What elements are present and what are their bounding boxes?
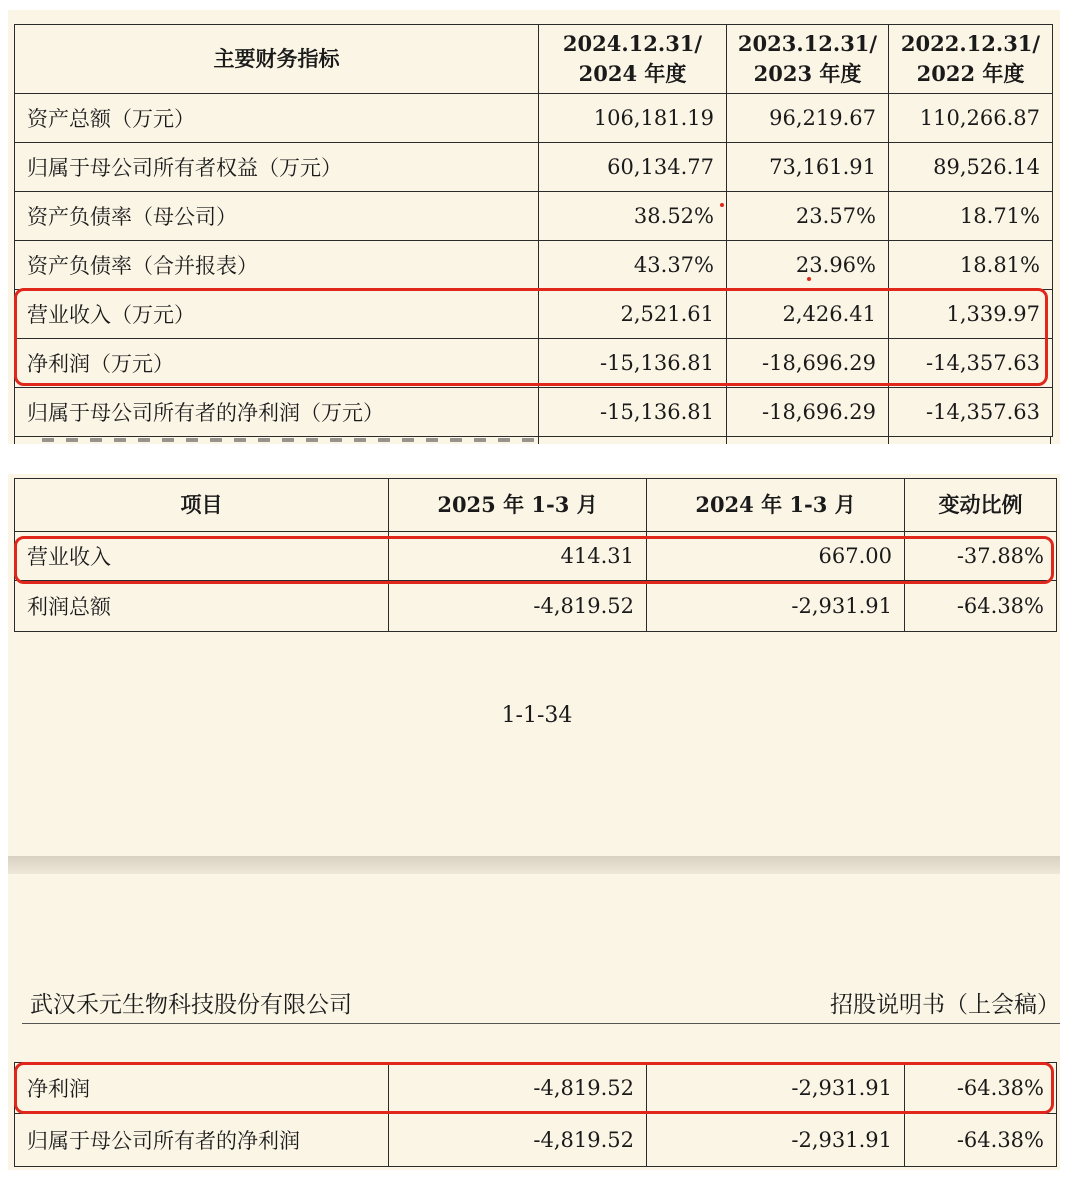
cell-value: 43.37%: [539, 241, 727, 290]
page-break-divider: [8, 856, 1060, 874]
col-header-2024q1: 2024 年 1-3 月: [647, 479, 905, 532]
cell-value: -4,819.52: [389, 581, 647, 632]
table-row: [15, 388, 1053, 437]
cell-value: -4,819.52: [389, 1114, 647, 1167]
cell-value: -18,696.29: [727, 388, 889, 437]
row-label: 归属于母公司所有者权益（万元）: [15, 143, 539, 192]
cell-value: 73,161.91: [727, 143, 889, 192]
cell-value: 23.96%: [727, 241, 889, 290]
col-header-item: 项目: [15, 479, 389, 532]
cell-value: -2,931.91: [647, 1114, 905, 1167]
cell-value: -64.38%: [905, 1063, 1057, 1114]
cell-value: -4,819.52: [389, 1063, 647, 1114]
annotation-dot: [807, 277, 811, 281]
cell-value: 60,134.77: [539, 143, 727, 192]
row-label: 归属于母公司所有者的净利润: [15, 1114, 389, 1167]
cell-value: -14,357.63: [889, 388, 1053, 437]
table-row: [15, 241, 1053, 290]
cell-value: 2,521.61: [539, 290, 727, 339]
col-header-2023: 2023.12.31/ 2023 年度: [727, 25, 889, 94]
row-label: 资产负债率（母公司）: [15, 192, 539, 241]
annotation-dot: [720, 203, 724, 207]
document-type: 招股说明书（上会稿）: [830, 992, 1060, 1018]
table-row: [15, 143, 1053, 192]
page-number: 1-1-34: [501, 703, 573, 728]
row-label: 归属于母公司所有者的净利润（万元）: [15, 388, 539, 437]
cell-value: 18.81%: [889, 241, 1053, 290]
company-name: 武汉禾元生物科技股份有限公司: [30, 992, 352, 1018]
cell-value: -2,931.91: [647, 1063, 905, 1114]
table-header-row: [15, 25, 1053, 94]
cell-value: -64.38%: [905, 581, 1057, 632]
col-header-2024: 2024.12.31/ 2024 年度: [539, 25, 727, 94]
cell-value: -18,696.29: [727, 339, 889, 388]
cell-value: 414.31: [389, 532, 647, 581]
row-label: 营业收入: [15, 532, 389, 581]
cell-value: -64.38%: [905, 1114, 1057, 1167]
cell-value: 38.52%: [539, 192, 727, 241]
col-header-2022: 2022.12.31/ 2022 年度: [889, 25, 1053, 94]
cell-value: -2,931.91: [647, 581, 905, 632]
highlight-box-net-profit-q1: [14, 1062, 1054, 1114]
table-row: [15, 192, 1053, 241]
highlight-box-revenue-q1: [14, 536, 1054, 584]
cell-value: 96,219.67: [727, 94, 889, 143]
cell-value: 106,181.19: [539, 94, 727, 143]
cell-value: 23.57%: [727, 192, 889, 241]
cell-value: 667.00: [647, 532, 905, 581]
cell-value: -15,136.81: [539, 388, 727, 437]
row-label: 净利润: [15, 1063, 389, 1114]
cell-value: 2,426.41: [727, 290, 889, 339]
cell-value: 110,266.87: [889, 94, 1053, 143]
row-label: 资产负债率（合并报表）: [15, 241, 539, 290]
table-row: [15, 1114, 1057, 1167]
col-header-indicator: 主要财务指标: [15, 25, 539, 94]
header-rule: [22, 1023, 1060, 1024]
table-header-row: [15, 479, 1057, 532]
cell-value: 89,526.14: [889, 143, 1053, 192]
cell-value: 18.71%: [889, 192, 1053, 241]
row-label: 净利润（万元）: [15, 339, 539, 388]
col-header-2025q1: 2025 年 1-3 月: [389, 479, 647, 532]
cell-value: 1,339.97: [889, 290, 1053, 339]
cell-value: -14,357.63: [889, 339, 1053, 388]
col-header-change: 变动比例: [905, 479, 1057, 532]
highlight-box-revenue-profit: [14, 288, 1048, 386]
row-label: 利润总额: [15, 581, 389, 632]
cell-value: -37.88%: [905, 532, 1057, 581]
cut-off-row-stub: [14, 437, 1052, 444]
row-label: 资产总额（万元）: [15, 94, 539, 143]
table-row: [15, 581, 1057, 632]
cell-value: -15,136.81: [539, 339, 727, 388]
row-label: 营业收入（万元）: [15, 290, 539, 339]
table-row: [15, 94, 1053, 143]
